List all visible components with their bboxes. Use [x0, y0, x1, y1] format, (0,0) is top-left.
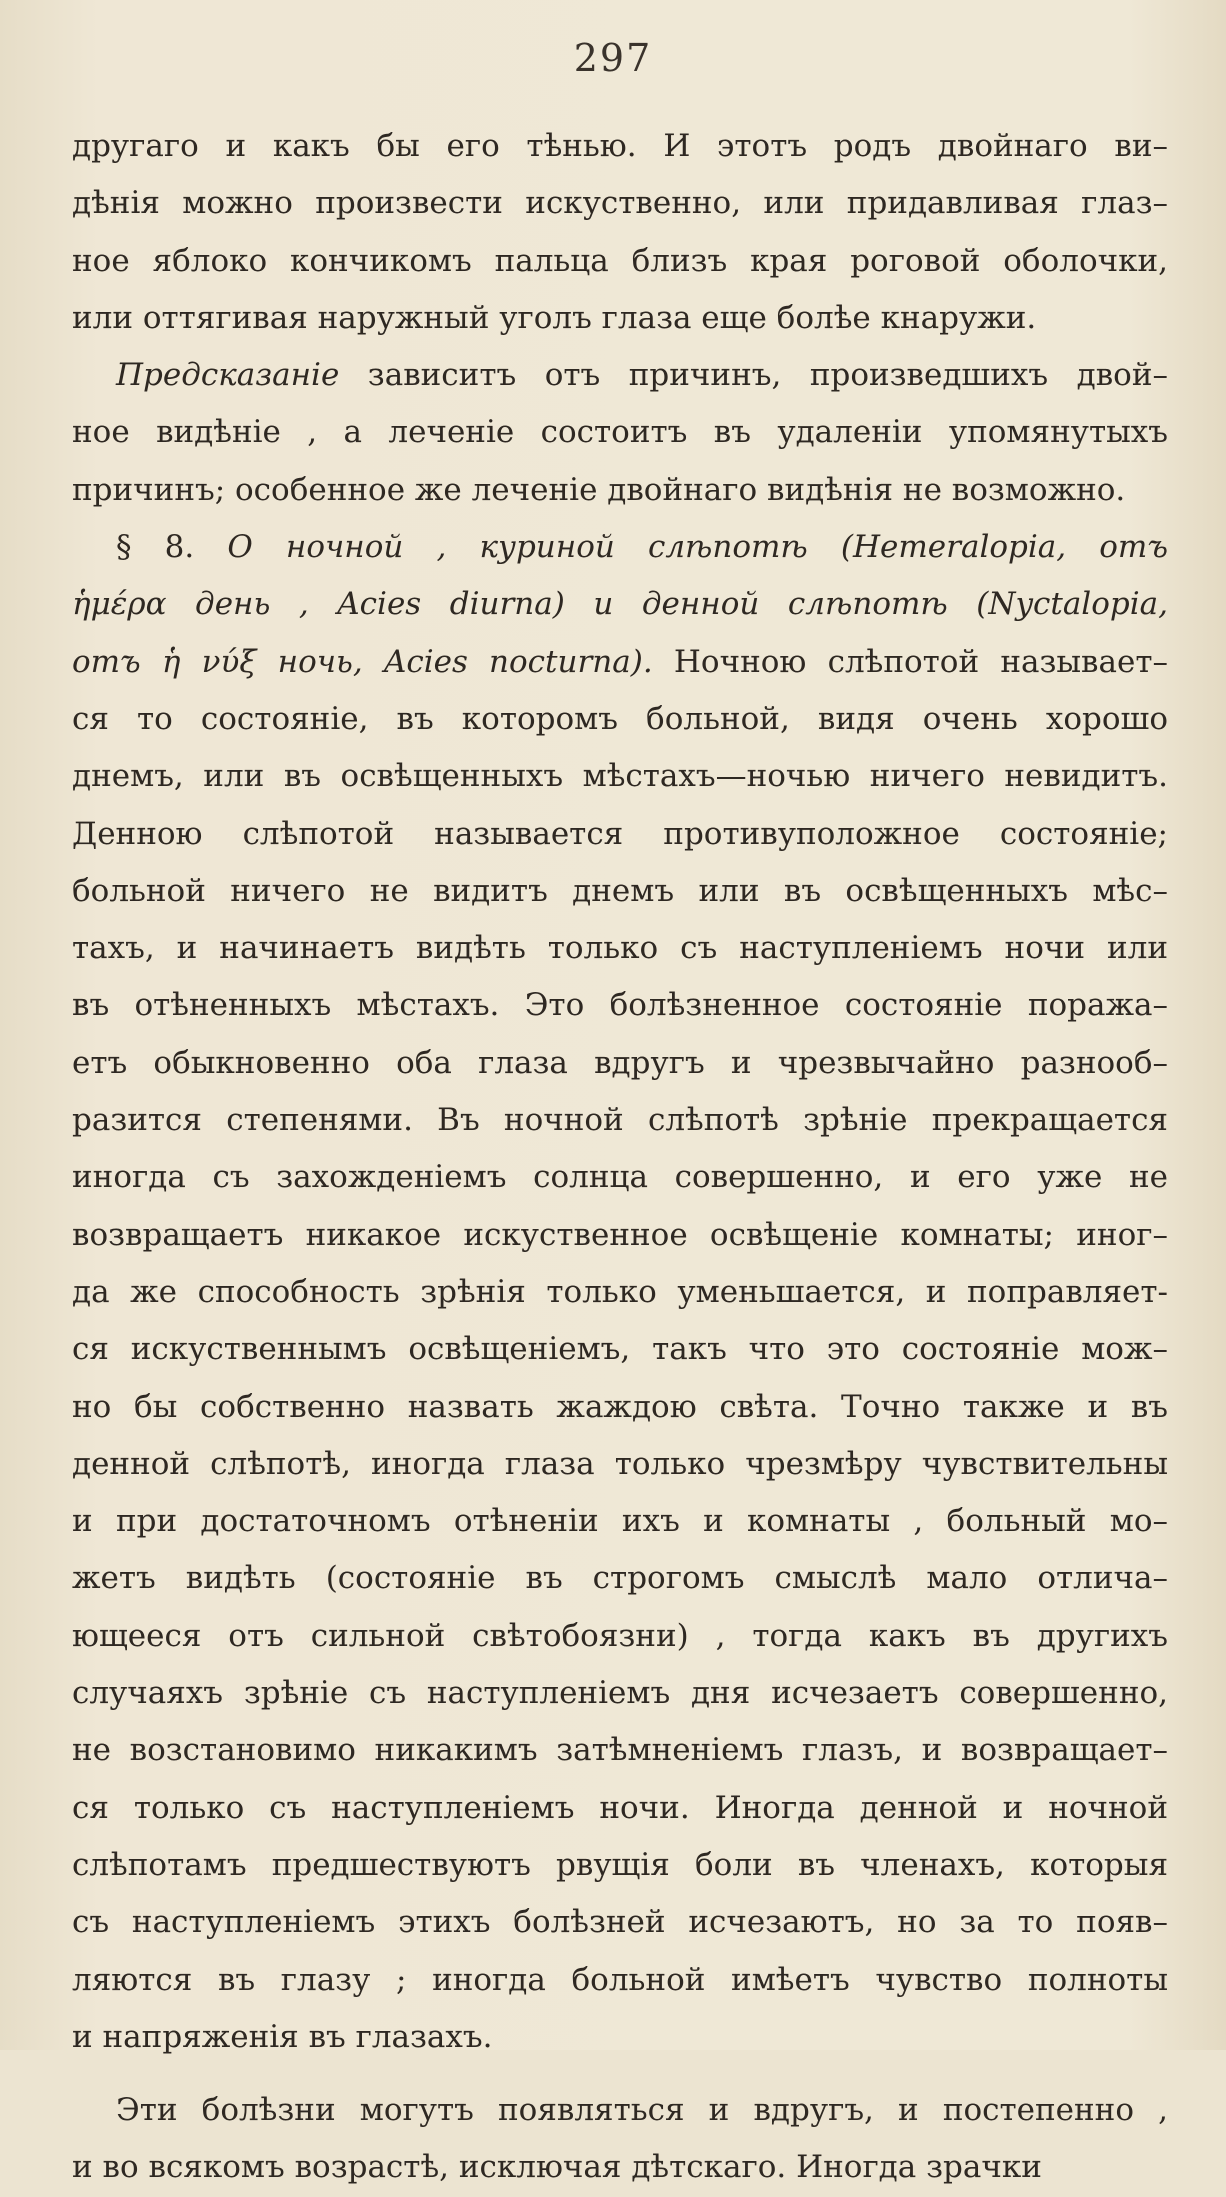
text-segment: ющееся отъ сильной свѣтобоязни) , тогда какъ въ другихъ — [72, 1617, 1168, 1654]
text-line — [72, 2009, 1168, 2066]
text-line — [72, 1264, 1168, 1321]
text-segment: днемъ, или въ освѣщенныхъ мѣстахъ—ночью ничего невидитъ. — [72, 758, 1168, 795]
body-text — [72, 118, 1168, 2197]
text-line — [72, 1092, 1168, 1149]
italic-text-segment: О ночной , куриной слѣпотѣ (Hemeralopia, отъ — [227, 529, 1168, 566]
text-line — [72, 1379, 1168, 1436]
text-segment: или оттягивая наружный уголъ глаза еще болѣе кнаружи. — [72, 299, 1037, 336]
text-segment: ся то состояніе, въ которомъ больной, видя очень хорошо — [72, 700, 1168, 737]
text-segment: етъ обыкновенно оба глаза вдругъ и чрезвычайно разнооб– — [72, 1044, 1168, 1081]
text-segment: тахъ, и начинаетъ видѣть только съ наступленіемъ ночи или — [72, 930, 1168, 967]
text-line — [72, 347, 1168, 404]
text-segment: больной ничего не видитъ днемъ или въ освѣщенныхъ мѣс– — [72, 872, 1168, 909]
text-line — [72, 2139, 1168, 2196]
text-line — [72, 634, 1168, 691]
italic-text-segment: ἡμέρα день , Acies diurna) и денной слѣпотѣ (Nyctalopia, — [72, 586, 1168, 623]
text-line — [72, 1436, 1168, 1493]
text-line — [72, 519, 1168, 576]
text-segment: возвращаетъ никакое искуственное освѣщеніе комнаты; иног– — [72, 1216, 1168, 1253]
text-line — [72, 748, 1168, 805]
italic-text-segment: отъ ἡ νύξ ночь, Acies nocturna). — [72, 643, 653, 680]
text-line — [72, 1493, 1168, 1550]
text-segment: Эти болѣзни могутъ появляться и вдругъ, и постепенно , — [116, 2092, 1168, 2129]
text-line — [72, 863, 1168, 920]
text-segment: и во всякомъ возрастѣ, исключая дѣтскаго. Иногда зрачки — [72, 2149, 1042, 2186]
text-segment: иногда съ захожденіемъ солнца совершенно, и его уже не — [72, 1159, 1168, 1196]
text-segment: ляются въ глазу ; иногда больной имѣетъ чувство полноты — [72, 1961, 1168, 1998]
text-line — [72, 290, 1168, 347]
text-line — [72, 806, 1168, 863]
text-line — [72, 1035, 1168, 1092]
text-line — [72, 1894, 1168, 1951]
text-line — [72, 233, 1168, 290]
text-line — [72, 977, 1168, 1034]
text-line — [72, 1608, 1168, 1665]
text-segment: ся искуственнымъ освѣщеніемъ, такъ что это состояніе мож– — [72, 1331, 1168, 1368]
text-line — [72, 1207, 1168, 1264]
text-segment: ся только съ наступленіемъ ночи. Иногда денной и ночной — [72, 1789, 1168, 1826]
text-line — [72, 118, 1168, 175]
italic-text-segment: Предсказаніе — [116, 357, 340, 394]
text-line — [72, 1722, 1168, 1779]
text-line — [72, 691, 1168, 748]
text-segment: Денною слѣпотой называется противуположное состояніе; — [72, 815, 1168, 852]
text-segment: другаго и какъ бы его тѣнью. И этотъ родъ двойнаго ви– — [72, 128, 1168, 164]
page-number: 297 — [573, 36, 653, 80]
text-line — [72, 576, 1168, 633]
text-line — [72, 1952, 1168, 2009]
text-line — [72, 462, 1168, 519]
text-segment: да же способность зрѣнія только уменьшается, и поправляет- — [72, 1273, 1168, 1310]
text-line — [72, 1780, 1168, 1837]
text-segment: но бы собственно назвать жаждою свѣта. Точно также и въ — [72, 1388, 1168, 1425]
text-segment: ное видѣніе , а леченіе состоитъ въ удаленіи упомянутыхъ — [72, 414, 1168, 451]
text-segment: разится степенями. Въ ночной слѣпотѣ зрѣніе прекращается — [72, 1102, 1168, 1139]
text-line — [72, 920, 1168, 977]
text-segment: случаяхъ зрѣніе съ наступленіемъ дня исчезаетъ совершенно, — [72, 1675, 1168, 1712]
text-line — [72, 1837, 1168, 1894]
text-segment: причинъ; особенное же леченіе двойнаго видѣнія не возможно. — [72, 471, 1126, 508]
text-segment: зависитъ отъ причинъ, произведшихъ двой– — [339, 357, 1168, 394]
text-line — [72, 1550, 1168, 1607]
text-segment: и напряженія въ глазахъ. — [72, 2018, 493, 2055]
text-segment: Ночною слѣпотой называет– — [652, 643, 1168, 680]
text-segment: денной слѣпотѣ, иногда глаза только чрезмѣру чувствительны — [72, 1445, 1168, 1482]
text-line — [72, 2082, 1168, 2139]
text-line — [72, 1149, 1168, 1206]
text-segment: въ отѣненныхъ мѣстахъ. Это болѣзненное состояніе поража– — [72, 987, 1168, 1024]
text-segment: не возстановимо никакимъ затѣмненіемъ глазъ, и возвращает– — [72, 1732, 1168, 1769]
text-segment: съ наступленіемъ этихъ болѣзней исчезаютъ, но за то появ– — [72, 1904, 1168, 1941]
text-line — [72, 1321, 1168, 1378]
text-segment: слѣпотамъ предшествуютъ рвущія боли въ членахъ, которыя — [72, 1846, 1168, 1883]
text-segment: и при достаточномъ отѣненіи ихъ и комнаты , больный мо– — [72, 1503, 1168, 1540]
text-segment: ное яблоко кончикомъ пальца близъ края роговой оболочки, — [72, 242, 1168, 279]
text-line — [72, 1665, 1168, 1722]
text-segment: жетъ видѣть (состояніе въ строгомъ смыслѣ мало отлича– — [72, 1560, 1168, 1597]
text-line — [72, 175, 1168, 232]
text-segment: дѣнія можно произвести искуственно, или придавливая глаз– — [72, 185, 1168, 222]
text-segment: § 8. — [116, 529, 228, 566]
text-line — [72, 404, 1168, 461]
